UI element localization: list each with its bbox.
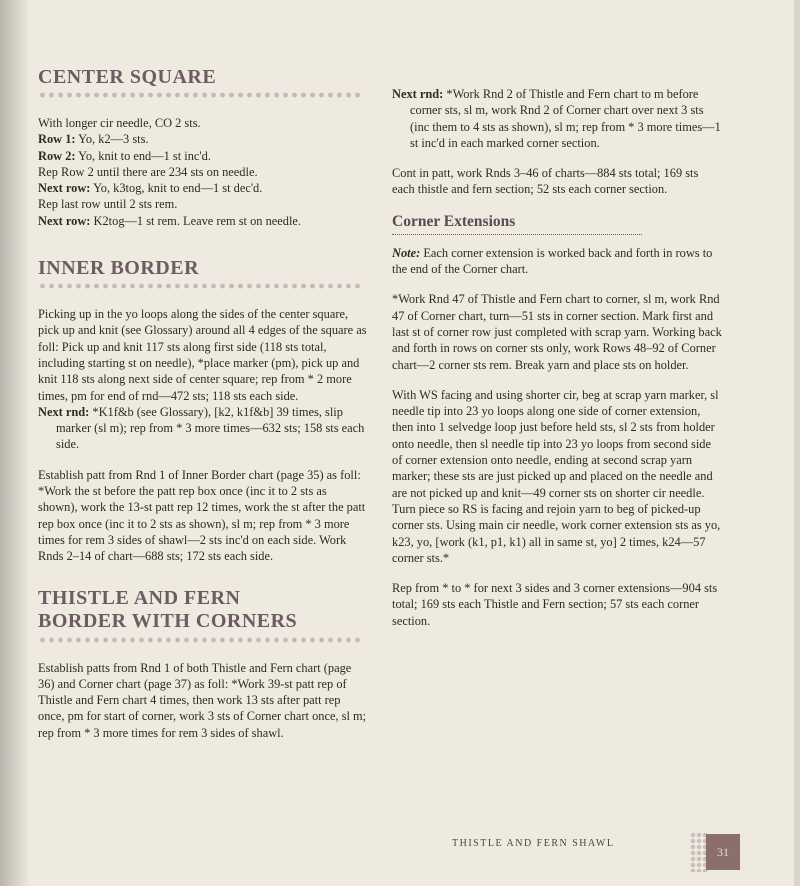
corner-note: Note: Each corner extension is worked back and forth in rows to the end of the Corner chart. bbox=[392, 245, 713, 277]
center-square-instructions bbox=[38, 115, 368, 229]
inner-border-heading: INNER BORDER bbox=[38, 257, 200, 280]
running-footer-title: THISTLE AND FERN SHAWL bbox=[452, 838, 615, 849]
corner-work-paragraph: *Work Rnd 47 of Thistle and Fern chart to corner, sl m, work Rnd 47 of Corner chart, turn—51 sts in corner section. Mark first and last st of corner row just completed with scrap yarn. Working back and forth in rows on corner sts only, work Rows 48–92 of Corner chart—2 corner sts rem. Break yarn and place sts on holder. bbox=[392, 292, 722, 372]
instruction-line: Rep Row 2 until there are 234 sts on needle. bbox=[38, 164, 258, 179]
thistle-fern-heading-line2: BORDER WITH CORNERS bbox=[38, 609, 298, 632]
instruction-line: Row 1: Yo, k2—3 sts. bbox=[38, 132, 149, 147]
heading-dot-ornament bbox=[38, 282, 360, 290]
instruction-line: Row 2: Yo, knit to end—1 st inc'd. bbox=[38, 148, 211, 163]
corner-repeat-paragraph: Rep from * to * for next 3 sides and 3 corner extensions—904 sts total; 169 sts each Thistle and Fern section; 57 sts each corner section. bbox=[392, 581, 718, 628]
corner-ws-paragraph: With WS facing and using shorter cir, beg at scrap yarn marker, sl needle tip into 23 yo loops along one side of corner extension, then into 1 selvedge loop just before held sts, sl 2 sts from holder onto needle, then sl needle tip into 23 yo loops from second side of corner extension onto needle, ending at second scrap yarn marker; these sts are just picked up and placed on the needle and are not picked up and knit—49 corner sts on shorter cir needle. Turn piece so RS is facing and rejoin yarn to beg of picked-up corner sts. Using main cir needle, work corner extension sts as yo, k23, yo, [work (k1, p1, k1) all in same st, yo] 2 times, k24—57 corner sts.* bbox=[392, 387, 721, 565]
inner-border-establish-paragraph: Establish patt from Rnd 1 of Inner Border chart (page 35) as foll: *Work the st before the patt rep box once (inc it to 2 sts as shown), work the 13-st patt rep 12 times, work the st after the patt rep box once (inc it to 2 sts as shown), sl m; rep from * 3 more times for rem 3 sides of shawl—2 sts inc'd on each side. Work Rnds 2–14 of chart—688 sts; 172 sts each side. bbox=[38, 467, 366, 564]
page-number: 31 bbox=[706, 834, 740, 870]
corner-extensions-subheading: Corner Extensions bbox=[392, 212, 516, 230]
left-column bbox=[38, 66, 368, 755]
subheading-dotted-rule bbox=[392, 234, 642, 235]
thistle-fern-heading-line1: THISTLE AND FERN bbox=[38, 586, 241, 609]
heading-dot-ornament bbox=[38, 636, 360, 644]
heading-dot-ornament bbox=[38, 91, 360, 99]
inner-border-pickup-paragraph: Picking up in the yo loops along the sides of the center square, pick up and knit (see Glossary) around all 4 edges of the square as foll: Pick up and knit 117 sts along first side (118 sts total, including starting st on needle), *place marker (pm), pick up and knit 118 sts along next side of center square; rep from * 2 more times, pm for end of rnd—472 sts; 118 sts each side. bbox=[38, 307, 367, 403]
instruction-line: Rep last row until 2 sts rem. bbox=[38, 197, 178, 212]
continue-pattern-paragraph: Cont in patt, work Rnds 3–46 of charts—884 sts total; 169 sts each thistle and fern section; 52 sts each corner section. bbox=[392, 166, 699, 197]
instruction-line: Next row: K2tog—1 st rem. Leave rem st on needle. bbox=[38, 213, 302, 228]
instruction-line: Next row: Yo, k3tog, knit to end—1 st dec'd. bbox=[38, 181, 263, 196]
inner-border-next-rnd: Next rnd: *K1f&b (see Glossary), [k2, k1f&b] 39 times, slip marker (sl m); rep from * 3 more times—632 sts; 158 sts each side. bbox=[38, 404, 365, 452]
page-gutter-shadow bbox=[0, 0, 30, 886]
right-column bbox=[392, 86, 722, 643]
page-edge bbox=[794, 0, 800, 886]
thistle-fern-next-rnd: Next rnd: *Work Rnd 2 of Thistle and Fern chart to m before corner sts, sl m, work Rnd 2 of Corner chart over next 3 sts (inc them to 4 sts as shown), sl m; rep from * 3 more times—1 st inc'd in each marked corner section. bbox=[392, 87, 721, 150]
instruction-line: With longer cir needle, CO 2 sts. bbox=[38, 116, 201, 130]
center-square-heading: CENTER SQUARE bbox=[38, 66, 217, 88]
thistle-fern-establish-paragraph: Establish patts from Rnd 1 of both Thistle and Fern chart (page 36) and Corner chart (page 37) as foll: *Work 39-st patt rep of Thistle and Fern chart 4 times, then work 13 sts after patt rep once, pm for start of corner, work 3 sts of Corner chart once, sl m; rep from * 3 more times for rem 3 sides of shawl. bbox=[38, 660, 367, 740]
